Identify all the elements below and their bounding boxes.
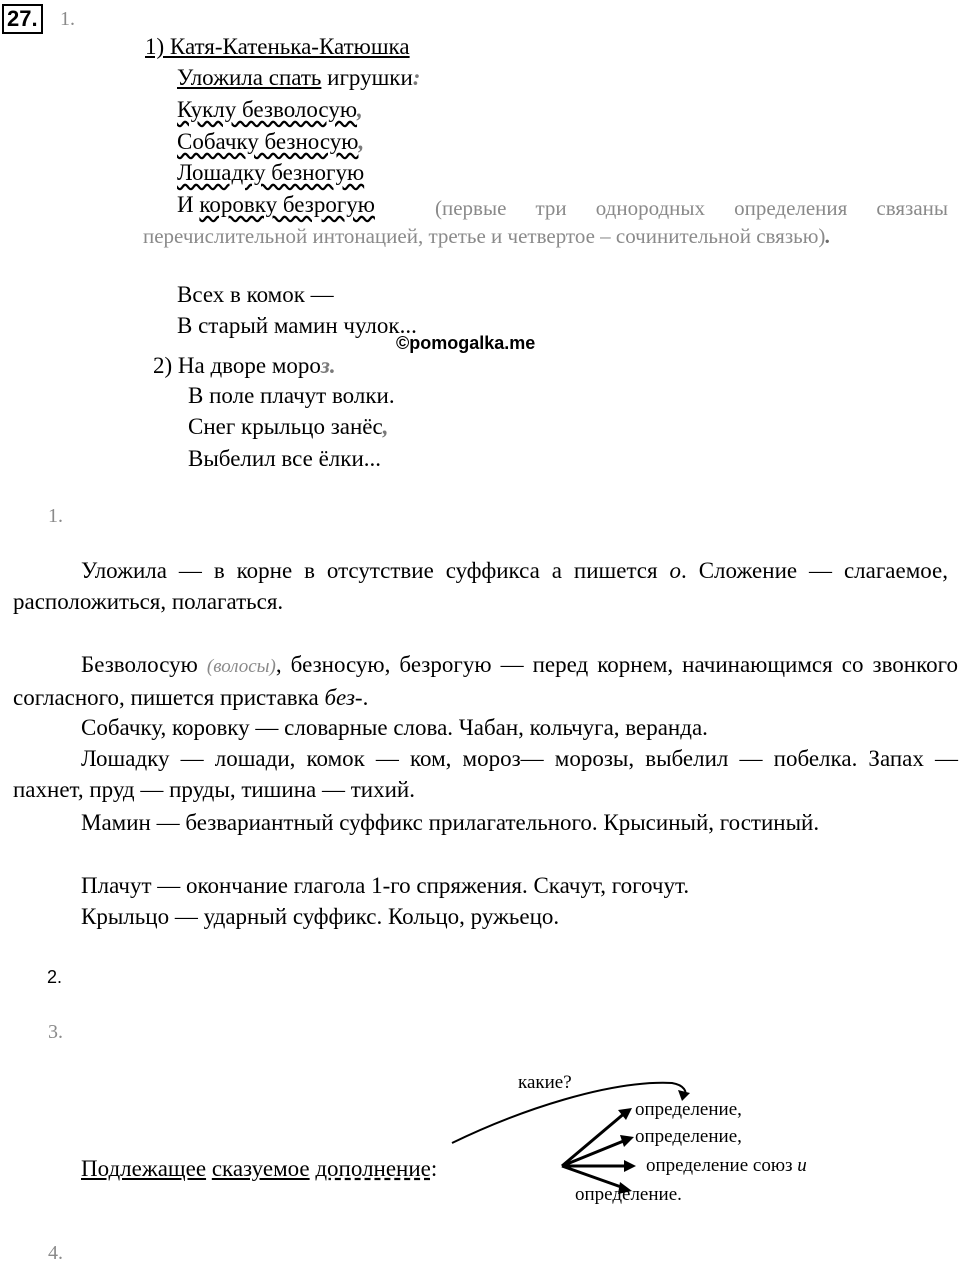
section2-label: 2. — [47, 967, 63, 987]
definition-4: определение. — [575, 1184, 682, 1205]
p2-text-end: -. — [354, 685, 369, 710]
section3-label: 3. — [48, 1021, 63, 1043]
poem2-text: Снег крыльцо занёс — [188, 414, 383, 439]
definition-text: коровку безрогую — [199, 192, 375, 217]
definition-arrows — [562, 1108, 636, 1194]
task-number: 27. — [2, 4, 43, 34]
comma-mark: , — [382, 414, 389, 439]
poem1-line8: В старый мамин чулок... — [177, 313, 417, 338]
definition-3-text: определение союз — [646, 1155, 798, 1176]
predicate-label: сказуемое — [211, 1156, 310, 1181]
object-text: игрушки — [321, 65, 413, 90]
period-mark: . — [825, 224, 831, 248]
poem1-line7: Всех в комок — — [177, 282, 334, 307]
prefix-text: без — [324, 685, 355, 710]
explanation-p4: Лошадку — лошади, комок — ком, мороз— морозы, выбелил — побелка. Запах — пахнет, пруд — пруды, тишина — тихий. — [13, 746, 958, 802]
sentence-scheme — [81, 1153, 437, 1184]
note-text: (первые три однородных определения связаны перечислительной интонацией, третье и четвертое – сочинительной связью) — [143, 196, 948, 248]
definition-text: Куклу безволосую — [177, 97, 358, 122]
explanation-p7: Крыльцо — ударный суффикс. Кольцо, ружьецо. — [81, 904, 560, 929]
explanation-p5: Мамин — безвариантный суффикс прилагательного. Крысиный, гостиный. — [81, 810, 820, 835]
poem2-line2: В поле плачут волки. — [188, 383, 395, 408]
poem2-text: 2) На дворе моро — [153, 353, 321, 378]
p1-text-end: . Сложение — слагаемое, расположиться, полагаться. — [13, 558, 948, 614]
question-label: какие? — [518, 1072, 572, 1093]
definition-text: Собачку безносую — [177, 129, 359, 154]
p1-text: Уложила — в корне в отсутствие суффикса а пишется — [81, 558, 670, 583]
predicate-text: Уложила спать — [177, 65, 322, 90]
p2-text-mid: , безносую, безрогую — перед корнем, начинающимся со звонкого согласного, пишется приставка — [13, 652, 958, 710]
p2-note: (волосы) — [206, 656, 276, 677]
explanation-p3: Собачку, коровку — словарные слова. Чабан, кольчуга, веранда. — [81, 715, 708, 740]
comma-mark: , — [358, 129, 365, 154]
p1-letter: о — [669, 558, 682, 583]
colon-mark: : — [412, 65, 421, 90]
definition-text: Лошадку безногую — [177, 160, 365, 185]
definition-1: определение, — [635, 1099, 742, 1120]
definition-3 — [646, 1155, 807, 1177]
object-label: дополнение — [315, 1156, 431, 1181]
section4-label: 4. — [48, 1242, 63, 1264]
poem2-line4: Выбелил все ёлки... — [188, 446, 382, 471]
poem1-title: 1) Катя-Катенька-Катюшка — [145, 34, 410, 59]
definition-2: определение, — [635, 1126, 742, 1147]
period-mark: . — [329, 353, 336, 378]
explanation-p6: Плачут — окончание глагола 1-го спряжения. Скачут, гогочут. — [81, 873, 690, 898]
watermark: ©pomogalka.me — [396, 333, 536, 353]
conjunction-letter: и — [797, 1155, 807, 1176]
section1-label: 1. — [48, 505, 63, 527]
scheme-colon: : — [430, 1156, 438, 1181]
subtask-label: 1. — [60, 8, 75, 30]
highlight-letter: з — [320, 353, 330, 378]
p2-text: Безволосую — [81, 652, 207, 677]
conjunction-text: И — [177, 192, 200, 217]
comma-mark: , — [357, 97, 363, 122]
subject-label: Подлежащее — [81, 1156, 207, 1181]
